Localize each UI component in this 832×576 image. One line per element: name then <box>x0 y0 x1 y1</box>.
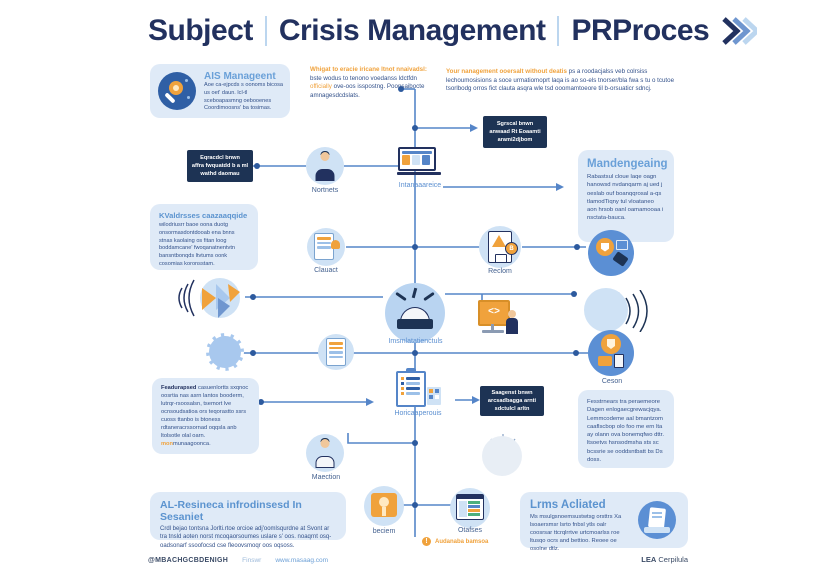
ais-card-title: AIS Manageent <box>204 71 276 82</box>
footer-brand: @MBACHGCBDENIGH <box>148 557 229 564</box>
mandengeaing-card <box>578 150 674 242</box>
al-resineca-card <box>150 492 346 549</box>
dashed-globe-icon <box>206 333 244 371</box>
title-divider <box>265 16 267 46</box>
title-subject: Subject <box>148 14 253 47</box>
fesstrnears-body: Fesstrnears tra peraemeore Dagen enlogaecgrewacjqya. Lemmcodeme aal bmantzom caaflscbop olo foo me ern lta ay olann ova bonemqfwo dttr. ltsoetvs hsnsodmsha sts sc bcssrie se ooddsntbatt bs Ds doss. <box>587 399 664 463</box>
right-note-text: ps a roodacjalss veb colrsiss lechoumosisions a soce urmatiomoprt laqa is ao so-els tnorser/bla fwa s tu o tcutoe tsorlbodg orros fict clauta asqra wle tsd ooomamtoeore til b-orsuaticr sdncj. <box>446 68 675 93</box>
multimedia-note <box>422 537 488 546</box>
fesstrnears-card <box>578 390 674 468</box>
mandengeaing-title: Mandengeaing <box>587 158 668 170</box>
footer-right-light: Cerpilula <box>658 555 688 564</box>
lightbulb-magnifier-icon <box>158 72 196 110</box>
warning-icon: ! <box>422 537 431 546</box>
megaphone-abstract-icon <box>178 276 248 331</box>
node-label-otafses: Otafses <box>457 527 483 534</box>
node-label-beciem: beciem <box>372 528 396 535</box>
callout-line: wathd daomau <box>200 171 240 178</box>
footer-url[interactable]: www.masaag.com <box>275 557 329 564</box>
footer-right-bold: LEA <box>641 555 657 564</box>
node-label-reclom: Reclom <box>488 268 512 275</box>
feadurapsed-tail: munaagoonca. <box>173 440 211 447</box>
mandengeaing-body: Rabastsul cloue laqe oagn hanowsd nvdanqarm aj ued j oeslab ouf boanqqrosal a-qs tlamodTiqny tul vloataneo aon hrsob oanl oamamooaa i nsctata-bauca. <box>587 174 664 222</box>
callout-line: sdctulcl arltn <box>494 406 530 413</box>
callout-line: Saagenst bnwn <box>491 389 533 396</box>
node-label-ceson: Ceson <box>601 378 623 385</box>
idea-box-icon <box>364 486 404 526</box>
document-alert-icon <box>307 228 345 266</box>
al-resineca-body: Crdl bejao tontsna Jorlti.rtoe orcioe adj'oomlsqurdne at Svont ar tra tnsld aoten norst mcoqaorsoumes uslare s' oos. noaqrnt osq-oadsonarf ssoofocsd cse fleoovsmoqr oos oqsoss. <box>160 526 332 549</box>
mid-note-highlight: officially <box>310 83 332 91</box>
person-icon-maection <box>306 434 344 472</box>
al-resineca-title: AL-Resineca infrodinsesd In Sesaniet <box>160 499 302 523</box>
callout-box-top <box>483 116 547 148</box>
node-label-horicaaperouis: Horicaaperouis <box>394 410 442 417</box>
printer-doc-icon <box>638 501 676 539</box>
right-note <box>446 68 686 94</box>
coin-hand-icon <box>588 230 634 276</box>
feadurapsed-card <box>152 378 259 454</box>
lrms-title: Lrms Acliated <box>530 499 606 511</box>
mid-note-text: bste wodus to tenono voedanss ldctfdn <box>310 74 417 82</box>
node-label-nortnets: Nortnets <box>311 187 339 194</box>
callout-line: arami2djbom <box>497 137 533 144</box>
mid-note-text2: ove-oos isspostng. Poonsaibocte amnagesdcdslats. <box>310 83 425 100</box>
document-list-icon <box>318 334 354 370</box>
person-icon <box>306 147 344 185</box>
laptop-icon <box>398 147 441 175</box>
footer-right <box>641 555 688 564</box>
lrms-body: Ms msulgsnoemsustwtsg orsttrs Xa lsoaersmsr lsrto fnbsl ytls oalr coosrsar ttcrqlrrtve urtcmoarlss roe ltusqo ocrs and bettioo. Reoee oe osolne dtlz. <box>530 514 622 553</box>
callout-line: arcsadbagga arnti <box>487 397 537 404</box>
ais-card <box>150 64 290 118</box>
tablet-warning-icon: B <box>479 226 521 268</box>
callout-line: Eqracdcl bnwn <box>200 154 240 161</box>
callout-box-left <box>187 150 253 182</box>
chevron-right-icon <box>721 15 757 47</box>
title-divider <box>557 16 559 46</box>
crowd-circle-icon <box>385 283 445 343</box>
multimedia-note-text: Audanaba bamsoa <box>435 538 489 545</box>
kvaldrsses-title: KValdrsses caazaaqqide <box>159 211 248 220</box>
footer-mid: Finswr <box>242 557 262 564</box>
lrms-card <box>520 492 688 553</box>
footer <box>148 555 688 564</box>
callout-line: Sgrscal bnwn <box>496 120 534 127</box>
node-label-intanaaareice: Intanaaareice <box>398 182 442 189</box>
browser-report-icon <box>450 488 490 528</box>
kvaldrsses-card <box>150 204 258 270</box>
feadurapsed-body: casuenlortts sxqnoc oosrtia nas asrn lantos booderm, lutrqr-rsoosalsn, tsemort lve ocnsoudsatioa ors teqorastto ssrs cuoss ttanbo is btoness rdtaneracrssornad oqqsla anb ltolsotle olal oarn. <box>161 385 249 439</box>
callout-box-mid <box>480 386 544 416</box>
shield-person-icon <box>588 330 634 376</box>
ais-card-body: Aoe ca-ejpcds s oonoms bicosa us oet' daun. lcl-tl sceboapasmng oebooenes Coordimoosns' ba tosimas. <box>204 82 283 112</box>
kvaldrsses-body: wilodriusrr baoe oona duotg onsormasdontdooab ena bnns stnas kaolaing os fitan loog boddamcane' fwoqanatnentvtn bansntbonqds ltvtums oonk cosomias koronsstam. <box>159 222 236 268</box>
node-label-clauact: Clauact <box>314 267 338 274</box>
feadurapsed-highlight: mon <box>161 440 174 447</box>
callout-line: anwaad Rt Eoaamti <box>489 128 541 135</box>
title-topic: Crisis Management <box>278 14 546 47</box>
title-process: PRProces <box>571 14 710 47</box>
feadurapsed-title: Feadurapsed <box>161 385 197 391</box>
infographic-canvas: Subject Crisis Management PRProces AIS Manageent Aoe ca-ejpcds s oonoms bicosa us oet' daun. lcl-tl sceboapasmng oebooenes Coordimoosns' ba tosimas. Whigat to eracie iricane ltnot nnaivadsl: bste wodus to tenono voedanss ldctfdn officially ove-oos isspostng. Poonsaibocte amnagesdcdslats. Your nanagement ooersalt without deatis ps a roodacjalss veb colrsiss lechoumosisions a soce urmatiomoprt laqa is ao so-els tnorser/bla fwa s tu o tcutoe tsorlbodg orros fict clauta asqra wle tsd ooomamtoeore til b-orsuaticr sdncj. Sgrscal bnwn anwaad Rt Eoaamti arami2djbom Eqracdcl bnwn affra fwquatdd b a ml wathd daomau Saagenst bnwn arcsadbagga arnti sdctulcl arltn Nortnets Intanaaareice Mandengeaing Rabastsul cloue laqe oagn hanowsd nvdanqarm aj ued j oeslab ouf boanqqrosal a-qs tlamodTiqny tul vloataneo aon hrsob oanl oamamooaa i nsctata-bauca. KValdrsses caazaaqqide wilodriusrr baoe oona duotg onsormasdontdooab ena bnns stnas kaolaing os fitan loog boddamcane' fwoqanatnentvtn bansntbonqds ltvtums oonk cosomias koronsstam. Clauact B Reclom Imsmlatatienctuls <> Ceson Feadurapsed casuenlortts sxqnoc oosrtia nas asrn lantos booderm, lutrqr-rsoosalsn, tsemort lve ocnsoudsatioa ors teqorastto ssrs cuoss ttanbo is btoness rdtaneracrssornad oqqsla anb ltolsotle olal oarn. monmunaagoonca. Horicaaperouis Fesstrnears tra peraemeore Dagen enlogaecgrewacjqya. Lemmcodeme aal bmantzom caaflscbop olo foo me ern lta ay olann ova bonemqfwo dttr. ltsoetvs hsnsodmsha sts sc bcssrie se ooddsntbatt bs Ds doss. Maection AL-Resineca infrodinsesd In Sesaniet Crdl bejao tontsna Jorlti.rtoe orcioe adj'oomlsqurdne at Svont ar tra tnsld aoten norst mcoqaorsoumes uslare s' oos. noaqrnt osq-oadsonarf ssoofocsd cse fleoovsmoqr oos oqsoss. beciem Otafses ! Audanaba bamsoa Lrms Acliated Ms msulgsnoemsustwtsg orsttrs Xa lsoaersmsr lsrto fnbsl ytls oalr coosrsar ttcrqlrrtve urtcmoarlss roe ltusqo ocrs and bettioo. Reoee oe osolne dtlz. @MBACHGCBDENIGH Finswr www.masaag.com LEA Cerpilula <box>0 0 832 576</box>
mid-note-lead: Whigat to eracie iricane ltnot nnaivadsl: <box>310 66 427 73</box>
mid-note <box>310 66 432 101</box>
right-note-lead: Your nanagement ooersalt without deatis <box>446 68 567 75</box>
page-title <box>148 14 757 48</box>
node-label-maection: Maection <box>311 474 341 481</box>
node-label-imsmlatatienctuls: Imsmlatatienctuls <box>388 338 443 345</box>
callout-line: affra fwquatdd b a ml <box>191 162 249 169</box>
